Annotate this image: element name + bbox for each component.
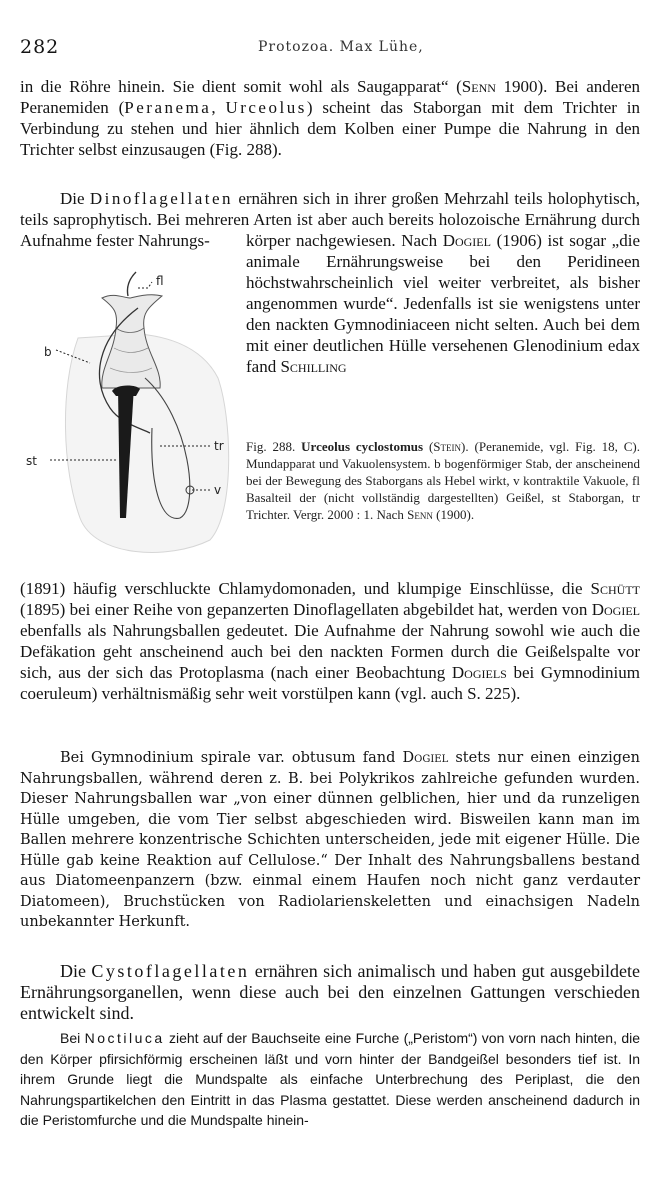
author-dogiel-2: Dogiel — [591, 600, 640, 619]
author-schutt: Schütt — [590, 579, 640, 598]
label-fl: fl — [156, 274, 164, 288]
page-number: 282 — [20, 36, 60, 58]
paragraph-dinoflagellaten: Die Dinoflagellaten ernähren sich in ihrer großen Mehrzahl teils holophytisch, teils saprophytisch. Bei mehreren Arten ist aber auch bereits holozoische Ernährung durch Aufnahme fester Nahrungs- — [20, 189, 641, 250]
author-dogiels: Dogiels — [451, 663, 507, 682]
label-b: b — [44, 345, 52, 359]
flagellum-base — [127, 272, 136, 296]
paragraph-cystoflagellaten: Die Cystoflagellaten ernähren sich animalisch und haben gut ausgebildete Ernährungsorganellen, wenn diese auch bei den einzelnen Gattungen verschieden entwickelt sind. — [20, 961, 640, 1023]
running-title: Protozoa. Max Lühe, — [258, 39, 424, 55]
paragraph-nahrungsballen: (1891) häufig verschluckte Chlamydomonaden, und klumpige Einschlüsse, die Schütt (1895) bei einer Reihe von gepanzerten Dinoflagellaten abgebildet hat, werden von Dogiel ebenfalls als Nahrungsballen gedeutet. Die Aufnahme der Nahrung sowohl wie auch die Defäkation geht anscheinend auch bei den nackten Formen durch die Geißelspalte vor sich, aus der sich das Protoplasma (nach einer Beobachtung Dogiels bei Gymnodinium coeruleum) verhältnismäßig sehr weit vorstülpen kann (vgl. auch S. 225). — [20, 579, 640, 703]
author-schilling: Schilling — [280, 357, 347, 376]
figure-caption: Fig. 288. Urceolus cyclostomus (Stein). (Peranemide, vgl. Fig. 18, C). Mundapparat und Vakuolensystem. b bogenförmiger Stab, der anscheinend bei der Bewegung des Staborgans als Hebel wirkt, v kontraktile Vakuole, fl Basalteil der (nicht vollständig dargestellten) Geißel, st Staborgan, tr Trichter. Vergr. 2000 : 1. Nach Senn (1900). — [246, 439, 640, 522]
genus-noctiluca: Noctiluca — [84, 1030, 165, 1046]
author-senn: Senn — [461, 77, 496, 96]
paragraph-noctiluca: Bei Noctiluca zieht auf der Bauchseite eine Furche („Peristom“) von vorn nach hinten, die den Körper pfirsichförmig erscheinen läßt und vorn hinter der Bandgeißel besonders tief ist. In ihrem Grunde liegt die Mundspalte als einfache Unterbrechung des Periplast, die den Nahrungspartikelchen den Eintritt in das Plasma gestattet. Diese werden anscheinend dadurch in die Peristomfurche und die Mundspalte hinein- — [20, 1030, 640, 1128]
author-dogiel: Dogiel — [442, 231, 491, 250]
term-cystoflagellaten: Cystoflagellaten — [91, 961, 250, 981]
paragraph-gymnodinium: Bei Gymnodinium spirale var. obtusum fand Dogiel stets nur einen einzigen Nahrungsballen, während deren z. B. bei Polykrikos zahlreiche gefunden wurden. Dieser Nahrungsballen war „von einer dünnen gelblichen, hier und da runzeligen Hülle umgeben, die vom Tier selbst abgeschieden wird. Bisweilen kann man im Ballen mehrere konzentrische Schichten unterscheiden, jede mit eigener Hülle. Die Hülle gab keine Reaktion auf Cellulose.“ Der Inhalt des Nahrungsballens bestand aus Diatomeenpanzern (bzw. einmal einem Haufen noch nicht ganz verdauter Diatomeen), Bruchstücken von Radiolarienskeletten und einachsigen Nadeln unbekannter Herkunft. — [20, 750, 640, 930]
author-stein: Stein — [433, 439, 462, 454]
caption-species: Urceolus cyclostomus — [301, 439, 424, 454]
caption-author-senn: Senn — [407, 507, 433, 522]
term-dinoflagellaten: Dinoflagellaten — [89, 189, 234, 208]
genus-urceolus: Urceolus — [225, 98, 307, 117]
author-dogiel-3: Dogiel — [402, 750, 449, 766]
urceolus-drawing — [20, 268, 240, 578]
label-v: v — [214, 483, 222, 497]
page-header — [20, 36, 640, 58]
figure-288-urceolus — [20, 268, 240, 578]
label-st: st — [26, 454, 37, 468]
label-tr: tr — [214, 439, 224, 453]
paragraph-dinoflagellaten-continued: körper nachgewiesen. Nach Dogiel (1906) ist sogar „die animale Ernährungsweise bei den Peridineen höchstwahrscheinlich viel weiter verbreitet, als bisher angenommen wurde“. Jedenfalls ist sie wenigstens unter den nackten Gymnodiniaceen nicht selten. Auch bei dem mit einer deutlichen Hülle versehenen Glenodinium edax fand Schilling — [246, 231, 640, 376]
genus-peranema: Peranema — [124, 98, 212, 117]
paragraph-peranemiden: in die Röhre hinein. Sie dient somit wohl als Saugapparat“ (Senn 1900). Bei anderen Peranemiden (Peranema, Urceolus) scheint das Staborgan mit dem Trichter in Verbindung zu stehen und hier ähnlich dem Kolben einer Pumpe die Nahrung in den Trichter selbst einzusaugen (Fig. 288). — [20, 77, 640, 159]
